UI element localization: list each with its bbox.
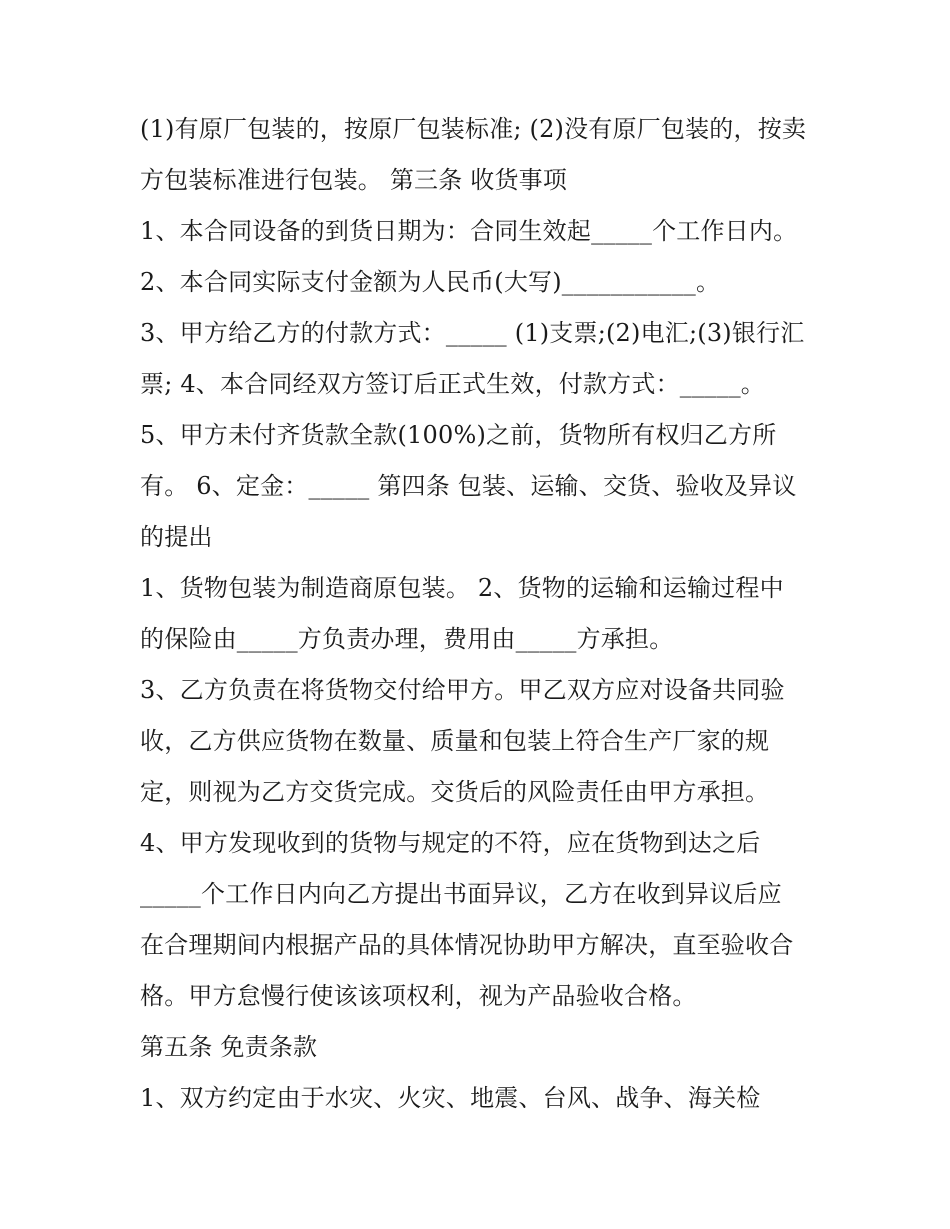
text-line: (1)有原厂包装的，按原厂包装标准; (2)没有原厂包装的，按卖 <box>140 115 807 143</box>
text-line: 的保险由_____方负责办理，费用由_____方承担。 <box>140 625 674 653</box>
text-line: 格。甲方怠慢行使该该项权利，视为产品验收合格。 <box>140 982 697 1010</box>
section-heading: 第五条 免责条款 <box>140 1033 318 1061</box>
text-line: 在合理期间内根据产品的具体情况协助甲方解决，直至验收合 <box>140 931 794 959</box>
text-line: 4、甲方发现收到的货物与规定的不符，应在货物到达之后 <box>140 829 761 857</box>
text-line: 2、本合同实际支付金额为人民币(大写)___________。 <box>140 268 721 296</box>
text-line: 有。 6、定金：_____ 第四条 包装、运输、交货、验收及异议 <box>140 472 797 500</box>
text-line: 1、货物包装为制造商原包装。 2、货物的运输和运输过程中 <box>140 574 784 602</box>
text-line: 3、甲方给乙方的付款方式：_____ (1)支票;(2)电汇;(3)银行汇 <box>140 319 805 347</box>
text-line: 的提出 <box>140 523 213 551</box>
text-line: 定，则视为乙方交货完成。交货后的风险责任由甲方承担。 <box>140 778 770 806</box>
text-line: 收，乙方供应货物在数量、质量和包装上符合生产厂家的规 <box>140 727 770 755</box>
text-line: 1、双方约定由于水灾、火灾、地震、台风、战争、海关检 <box>140 1084 761 1112</box>
text-line: 1、本合同设备的到货日期为：合同生效起_____个工作日内。 <box>140 217 798 245</box>
text-line: 5、甲方未付齐货款全款(100%)之前，货物所有权归乙方所 <box>140 421 777 449</box>
text-line: 票; 4、本合同经双方签订后正式生效，付款方式：_____。 <box>140 370 765 398</box>
text-line: 3、乙方负责在将货物交付给甲方。甲乙双方应对设备共同验 <box>140 676 785 704</box>
contract-text <box>140 104 830 1124</box>
text-line: 方包装标准进行包装。 第三条 收货事项 <box>140 166 568 194</box>
text-line: _____个工作日内向乙方提出书面异议，乙方在收到异议后应 <box>140 880 782 908</box>
